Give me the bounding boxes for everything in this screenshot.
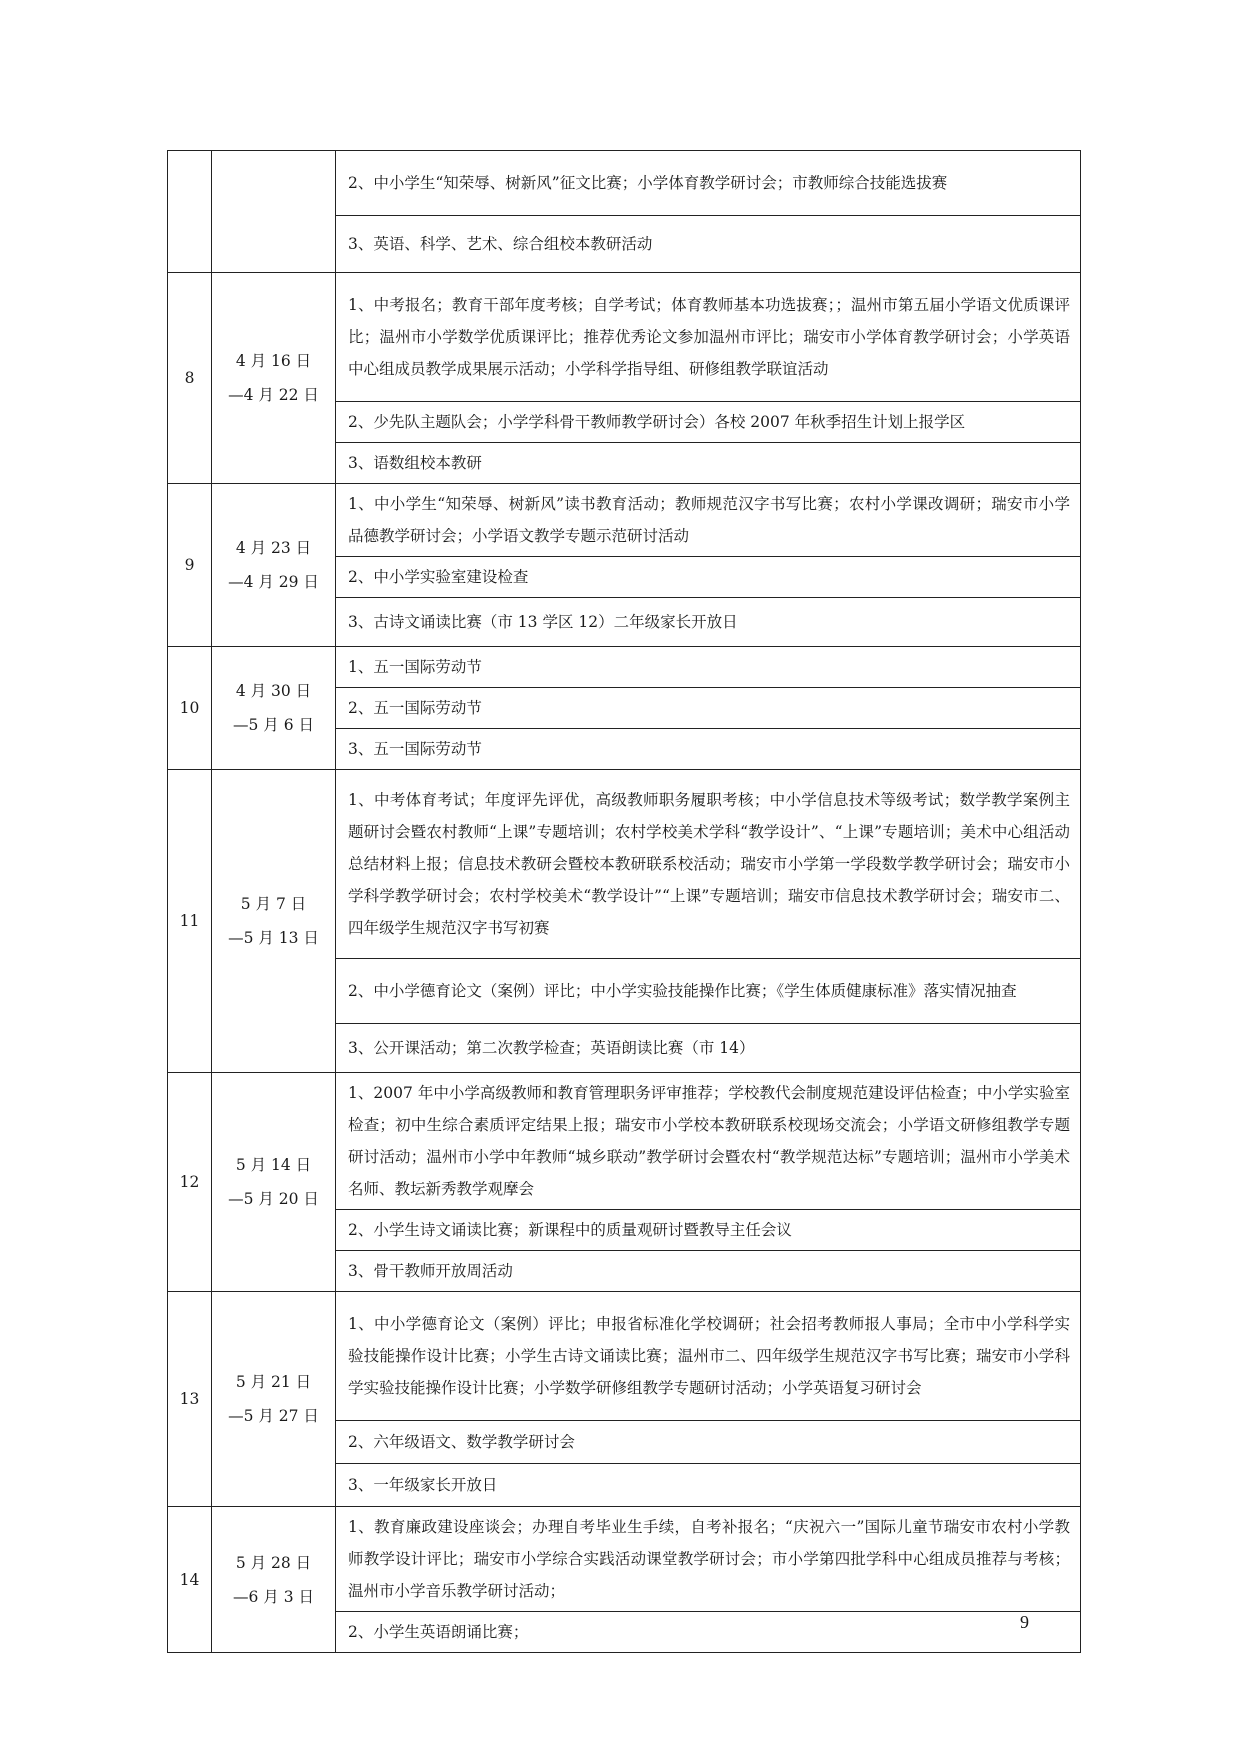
date-range	[212, 1507, 336, 1653]
date-to: —4 月 22 日	[228, 386, 319, 404]
schedule-item: 3、公开课活动；第二次教学检查；英语朗读比赛（市 14）	[336, 1024, 1081, 1073]
date-from: 5 月 14 日	[235, 1156, 312, 1174]
schedule-item: 2、中小学实验室建设检查	[336, 557, 1081, 598]
date-range	[212, 151, 336, 273]
date-from: 5 月 7 日	[240, 895, 307, 913]
schedule-item: 3、一年级家长开放日	[336, 1464, 1081, 1507]
schedule-item: 3、英语、科学、艺术、综合组校本教研活动	[336, 216, 1081, 273]
date-range	[212, 273, 336, 484]
table-row	[168, 484, 1081, 557]
schedule-item: 1、中考报名；教育干部年度考核；自学考试；体育教师基本功选拔赛；；温州市第五届小学语文优质课评比；温州市小学数学优质课评比；推荐优秀论文参加温州市评比；瑞安市小学体育教学研讨会；小学英语中心组成员教学成果展示活动；小学科学指导组、研修组教学联谊活动	[336, 273, 1081, 402]
date-from: 5 月 28 日	[235, 1553, 312, 1572]
schedule-item: 3、语数组校本教研	[336, 443, 1081, 484]
schedule-item: 1、中考体育考试；年度评先评优，高级教师职务履职考核；中小学信息技术等级考试；数学教学案例主题研讨会暨农村教师“上课”专题培训；农村学校美术学科“教学设计”、“上课”专题培训；美术中心组活动总结材料上报；信息技术教研会暨校本教研联系校活动；瑞安市小学第一学段数学教学研讨会；瑞安市小学科学教学研讨会；农村学校美术“教学设计”“上课”专题培训；瑞安市信息技术教学研讨会；瑞安市二、四年级学生规范汉字书写初赛	[336, 770, 1081, 959]
schedule-item: 2、六年级语文、数学教学研讨会	[336, 1421, 1081, 1464]
schedule-item: 3、骨干教师开放周活动	[336, 1251, 1081, 1292]
date-range	[212, 484, 336, 647]
date-range	[212, 1073, 336, 1292]
schedule-item: 3、五一国际劳动节	[336, 729, 1081, 770]
schedule-item: 1、中小学生“知荣辱、树新风”读书教育活动；教师规范汉字书写比赛；农村小学课改调研；瑞安市小学品德教学研讨会；小学语文教学专题示范研讨活动	[336, 484, 1081, 557]
week-number: 11	[168, 770, 212, 1073]
date-range	[212, 770, 336, 1073]
date-to: —5 月 27 日	[228, 1407, 319, 1425]
table-row	[168, 1073, 1081, 1210]
date-from: 5 月 21 日	[235, 1373, 312, 1391]
table-row	[168, 151, 1081, 216]
date-from: 4 月 16 日	[235, 352, 312, 370]
table-row	[168, 1507, 1081, 1612]
week-number: 8	[168, 273, 212, 484]
date-to: —5 月 6 日	[232, 716, 314, 734]
schedule-item: 3、古诗文诵读比赛（市 13 学区 12）二年级家长开放日	[336, 598, 1081, 647]
date-range	[212, 647, 336, 770]
schedule-table	[167, 150, 1081, 1653]
week-number: 10	[168, 647, 212, 770]
table-row	[168, 770, 1081, 959]
date-range	[212, 1292, 336, 1507]
schedule-item: 2、五一国际劳动节	[336, 688, 1081, 729]
week-number: 12	[168, 1073, 212, 1292]
schedule-item: 1、中小学德育论文（案例）评比；申报省标准化学校调研；社会招考教师报人事局；全市中小学科学实验技能操作设计比赛；小学生古诗文诵读比赛；温州市二、四年级学生规范汉字书写比赛；瑞安市小学科学实验技能操作设计比赛；小学数学研修组教学专题研讨活动；小学英语复习研讨会	[336, 1292, 1081, 1421]
schedule-item: 2、中小学生“知荣辱、树新风”征文比赛；小学体育教学研讨会；市教师综合技能选拔赛	[336, 151, 1081, 216]
week-number	[168, 151, 212, 273]
date-to: —5 月 20 日	[228, 1190, 319, 1208]
schedule-item: 2、小学生诗文诵读比赛；新课程中的质量观研讨暨教导主任会议	[336, 1210, 1081, 1251]
schedule-item: 1、教育廉政建设座谈会；办理自考毕业生手续，自考补报名；“庆祝六一”国际儿童节瑞安市农村小学教师教学设计评比；瑞安市小学综合实践活动课堂教学研讨会；市小学第四批学科中心组成员推荐与考核；温州市小学音乐教学研讨活动；	[336, 1507, 1081, 1612]
date-from: 4 月 23 日	[235, 539, 312, 557]
date-to: —4 月 29 日	[228, 573, 319, 591]
table-row	[168, 1292, 1081, 1421]
page-number: 9	[1020, 1612, 1029, 1632]
week-number: 14	[168, 1507, 212, 1653]
date-to: —6 月 3 日	[232, 1587, 314, 1606]
week-number: 13	[168, 1292, 212, 1507]
date-from: 4 月 30 日	[235, 682, 312, 700]
schedule-item: 1、2007 年中小学高级教师和教育管理职务评审推荐；学校教代会制度规范建设评估检查；中小学实验室检查；初中生综合素质评定结果上报；瑞安市小学校本教研联系校现场交流会；小学语文研修组教学专题研讨活动；温州市小学中年教师“城乡联动”教学研讨会暨农村“教学规范达标”专题培训；温州市小学美术名师、教坛新秀教学观摩会	[336, 1073, 1081, 1210]
week-number: 9	[168, 484, 212, 647]
schedule-item: 2、少先队主题队会；小学学科骨干教师教学研讨会）各校 2007 年秋季招生计划上报学区	[336, 402, 1081, 443]
date-to: —5 月 13 日	[228, 929, 319, 947]
schedule-item: 2、中小学德育论文（案例）评比；中小学实验技能操作比赛；《学生体质健康标准》落实情况抽查	[336, 959, 1081, 1024]
table-row	[168, 273, 1081, 402]
table-row	[168, 647, 1081, 688]
schedule-item: 2、小学生英语朗诵比赛；	[336, 1612, 1081, 1653]
schedule-item: 1、五一国际劳动节	[336, 647, 1081, 688]
